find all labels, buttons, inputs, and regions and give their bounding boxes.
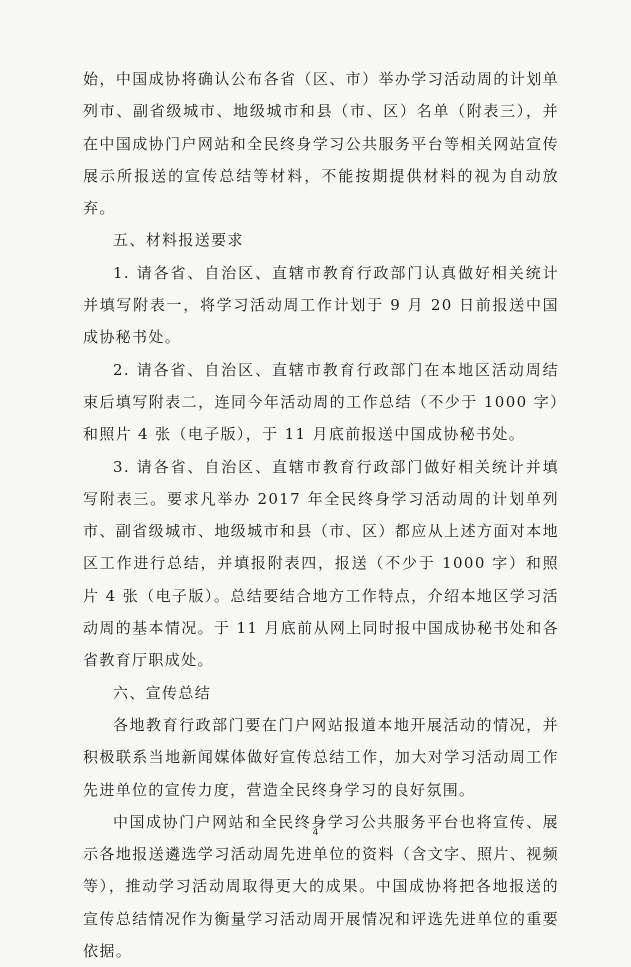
- paragraph-item-2: 2. 请各省、自治区、直辖市教育行政部门在本地区活动周结束后填写附表二，连同今年活动周的工作总结（不少于 1000 字）和照片 4 张（电子版），于 11 月底前报送中国成协秘书处。: [83, 360, 559, 444]
- section-heading-six: 六、宣传总结: [113, 683, 212, 702]
- paragraph-publicity-1: 各地教育行政部门要在门户网站报道本地开展活动的情况，并积极联系当地新闻媒体做好宣传总结工作，加大对学习活动周工作先进单位的宣传力度，营造全民终身学习的良好氛围。: [83, 715, 559, 799]
- page-number: 4: [312, 828, 319, 838]
- paragraph-item-3: 3. 请各省、自治区、直辖市教育行政部门做好相关统计并填写附表三。要求凡举办 2017 年全民终身学习活动周的计划单列市、副省级城市、地级城市和县（市、区）都应从上述方面对本地区工作进行总结，并填报附表四，报送（不少于 1000 字）和照片 4 张（电子版）。总结要结合地方工作特点，介绍本地区学习活动周的基本情况。于 11 月底前从网上同时报中国成协秘书处和各省教育厅职成处。: [83, 457, 559, 670]
- section-heading-five: 五、材料报送要求: [113, 231, 244, 250]
- paragraph-publicity-2: 中国成协门户网站和全民终身学习公共服务平台也将宣传、展示各地报送遴选学习活动周先进单位的资料（含文字、照片、视频等），推动学习活动周取得更大的成果。中国成协将把各地报送的宣传总结情况作为衡量学习活动周开展情况和评选先进单位的重要依据。: [83, 812, 559, 961]
- paragraph-continuation: 始，中国成协将确认公布各省（区、市）举办学习活动周的计划单列市、副省级城市、地级城市和县（市、区）名单（附表三），并在中国成协门户网站和全民终身学习公共服务平台等相关网站宣传展示所报送的宣传总结等材料，不能按期提供材料的视为自动放弃。: [83, 70, 559, 218]
- paragraph-item-1: 1. 请各省、自治区、直辖市教育行政部门认真做好相关统计并填写附表一，将学习活动周工作计划于 9 月 20 日前报送中国成协秘书处。: [83, 263, 559, 347]
